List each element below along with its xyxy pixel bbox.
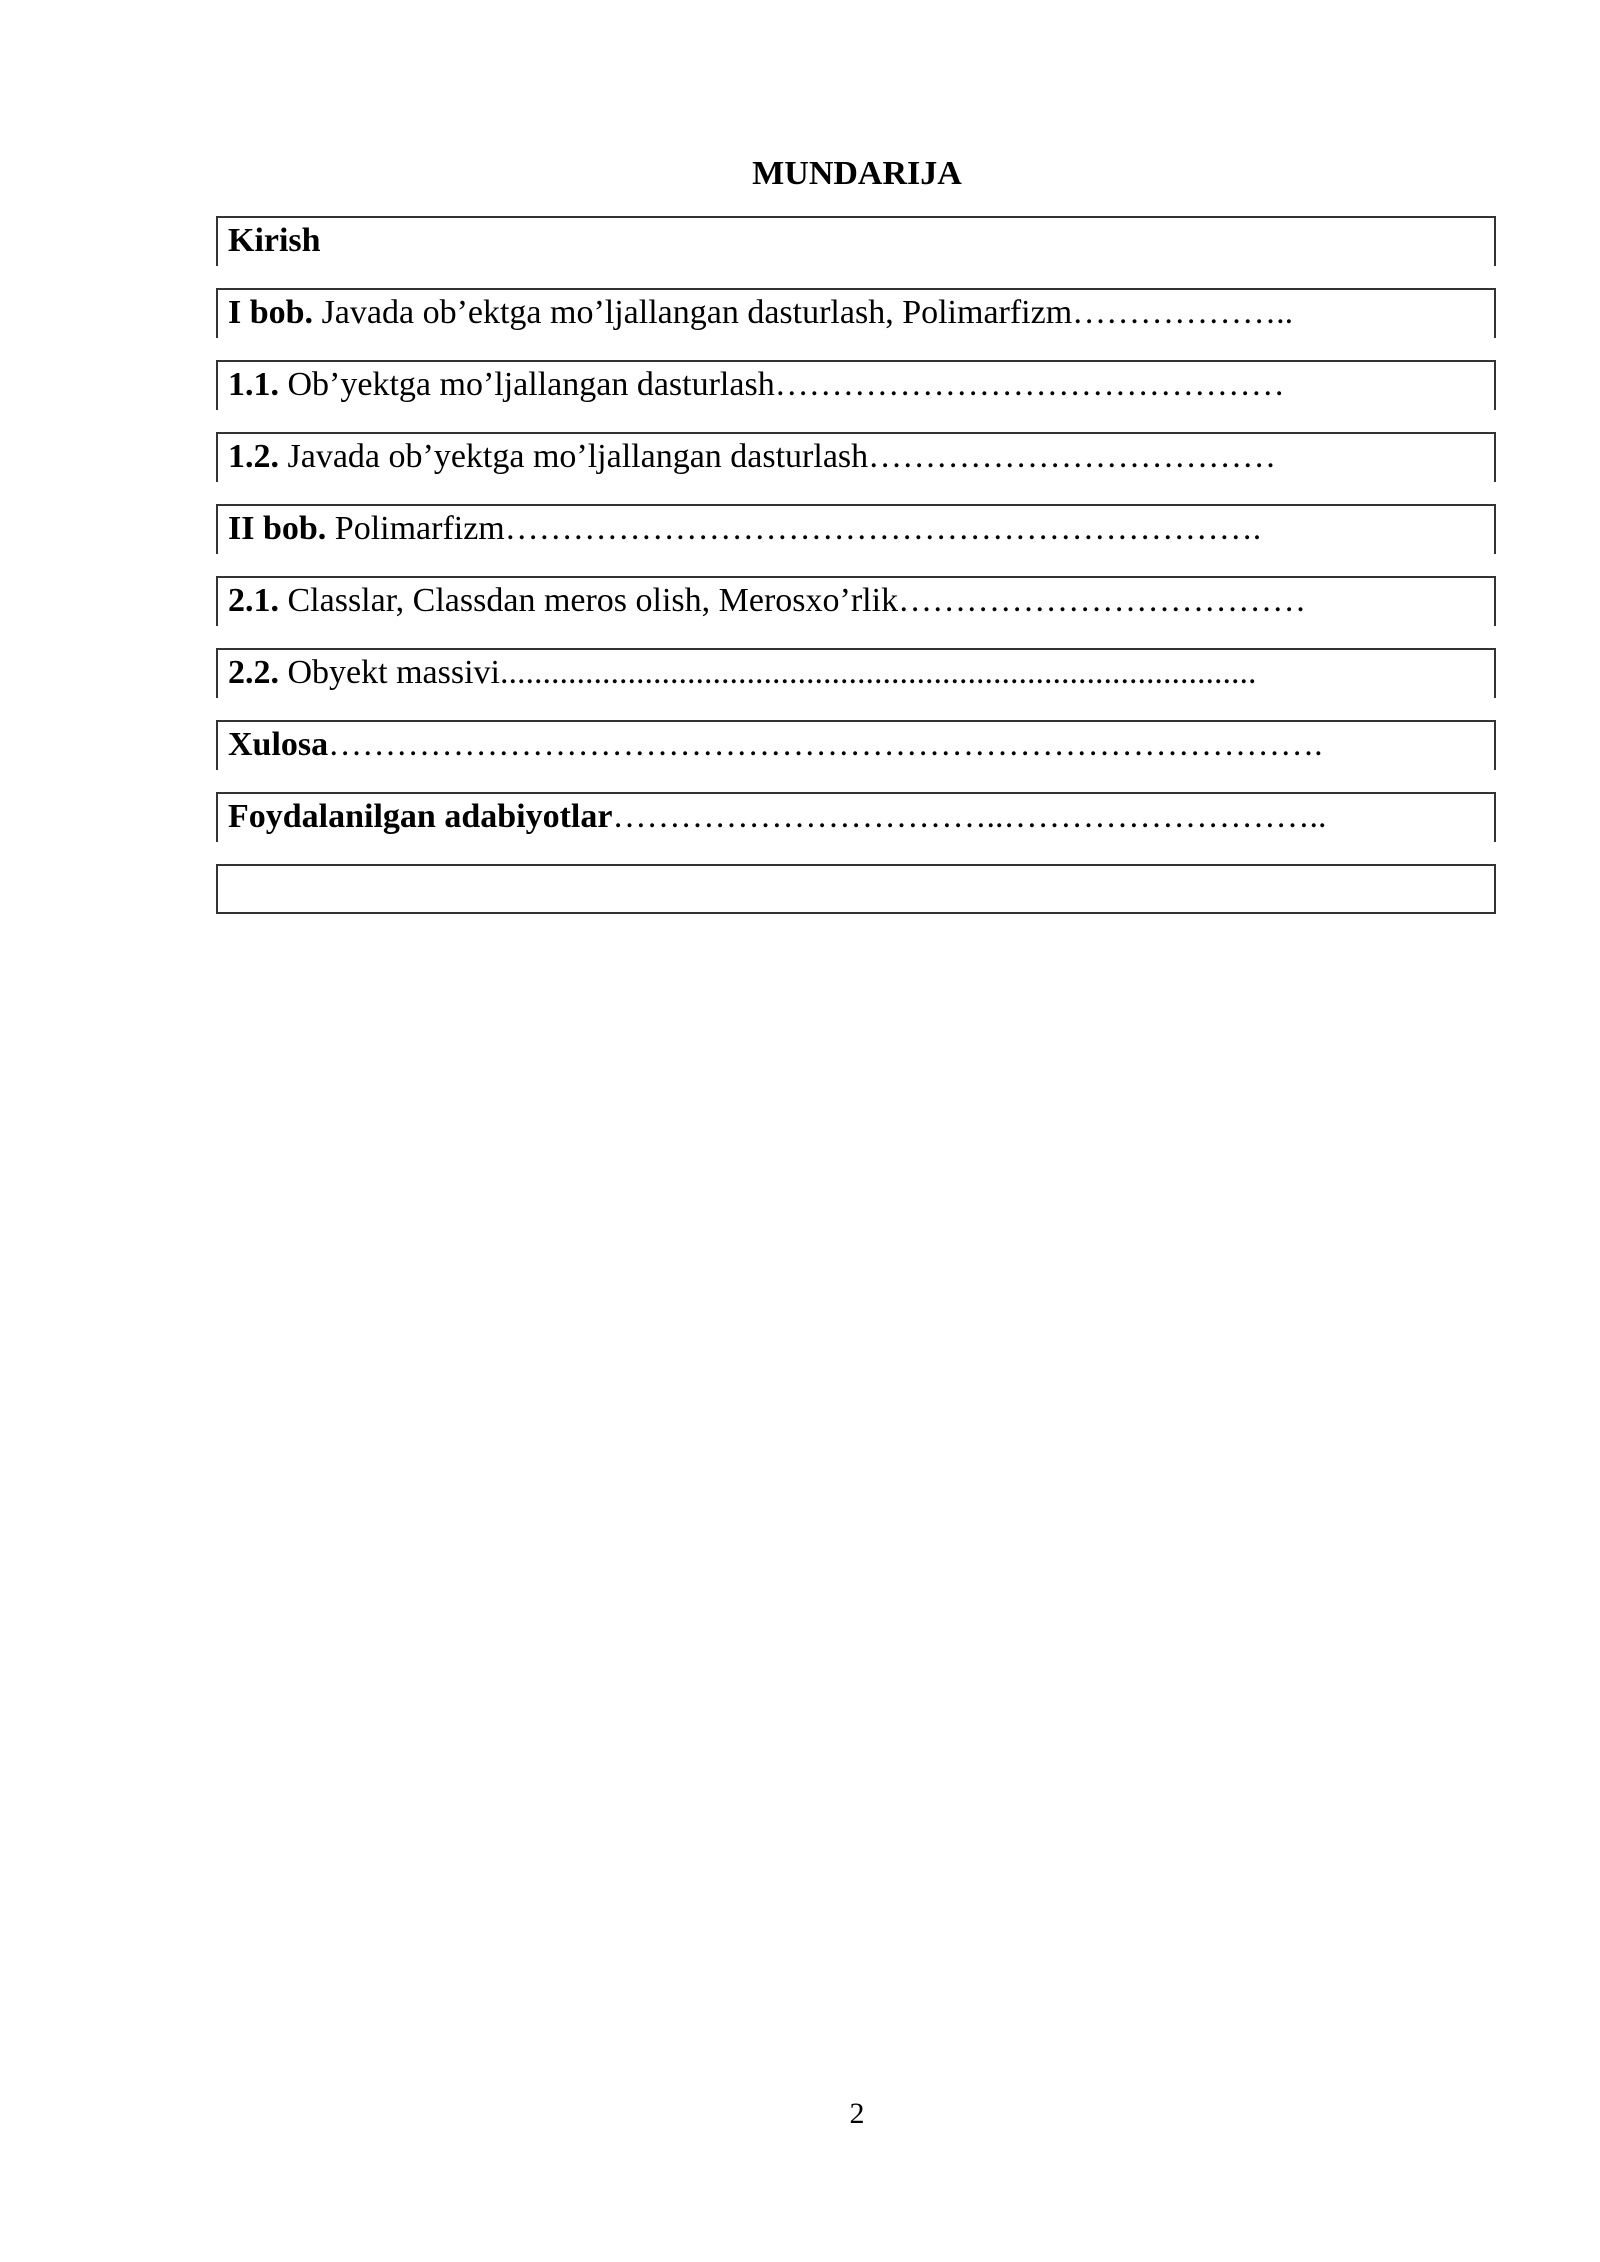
toc-entry-number: Xulosa: [228, 726, 329, 763]
page-number: 2: [849, 2097, 865, 2130]
toc-entry-chapter-2[interactable]: [216, 504, 1496, 554]
toc-entry-dots: ………………………………………: [774, 366, 1285, 403]
toc-entry-text: Ob’yektga mo’ljallangan dasturlash: [279, 366, 775, 403]
toc-entry-number: 1.2.: [228, 438, 279, 475]
toc-entry-section-2-1[interactable]: [216, 576, 1496, 626]
toc-entry-dots: ………………………………………………………….: [504, 510, 1262, 547]
toc-entry-number: 2.1.: [228, 582, 279, 619]
toc-entry-number: II bob.: [228, 510, 327, 547]
toc-entry-text: Javada ob’yektga mo’ljallangan dasturlash: [279, 438, 869, 475]
toc-entry-dots: ……………………………..………………………..: [612, 798, 1327, 835]
toc-entry-number: 1.1.: [228, 366, 279, 403]
toc-entry-xulosa[interactable]: [216, 720, 1496, 770]
toc-entry-dots: ………………..: [1072, 294, 1294, 331]
toc-entry-chapter-1[interactable]: [216, 288, 1496, 338]
toc-entry-number: I bob.: [228, 294, 314, 331]
table-of-contents: [216, 216, 1496, 936]
toc-entry-dots: ………………………………: [898, 582, 1307, 619]
toc-entry-dots: …………………………………………………………………………….: [328, 726, 1323, 763]
toc-entry-text: Javada ob’ektga mo’ljallangan dasturlash, Polimarfizm: [313, 294, 1073, 331]
toc-entry-text: Obyekt massivi: [279, 654, 500, 691]
toc-entry-number: Foydalanilgan adabiyotlar: [228, 798, 613, 835]
toc-entry-number: Kirish: [228, 222, 321, 259]
toc-entry-section-1-1[interactable]: [216, 360, 1496, 410]
toc-entry-references[interactable]: [216, 792, 1496, 842]
toc-entry-text: Polimarfizm: [326, 510, 505, 547]
toc-entry-section-2-2[interactable]: [216, 648, 1496, 698]
toc-entry-text: Classlar, Classdan meros olish, Merosxo’rlik: [279, 582, 899, 619]
toc-entry-kirish[interactable]: [216, 216, 1496, 266]
toc-entry-section-1-2[interactable]: [216, 432, 1496, 482]
toc-entry-number: 2.2.: [228, 654, 279, 691]
toc-entry-dots: .........................................................................................: [499, 654, 1257, 691]
toc-entry-dots: ………………………………: [868, 438, 1277, 475]
page-title: MUNDARIJA: [752, 155, 962, 192]
toc-entry-empty: [216, 864, 1496, 914]
